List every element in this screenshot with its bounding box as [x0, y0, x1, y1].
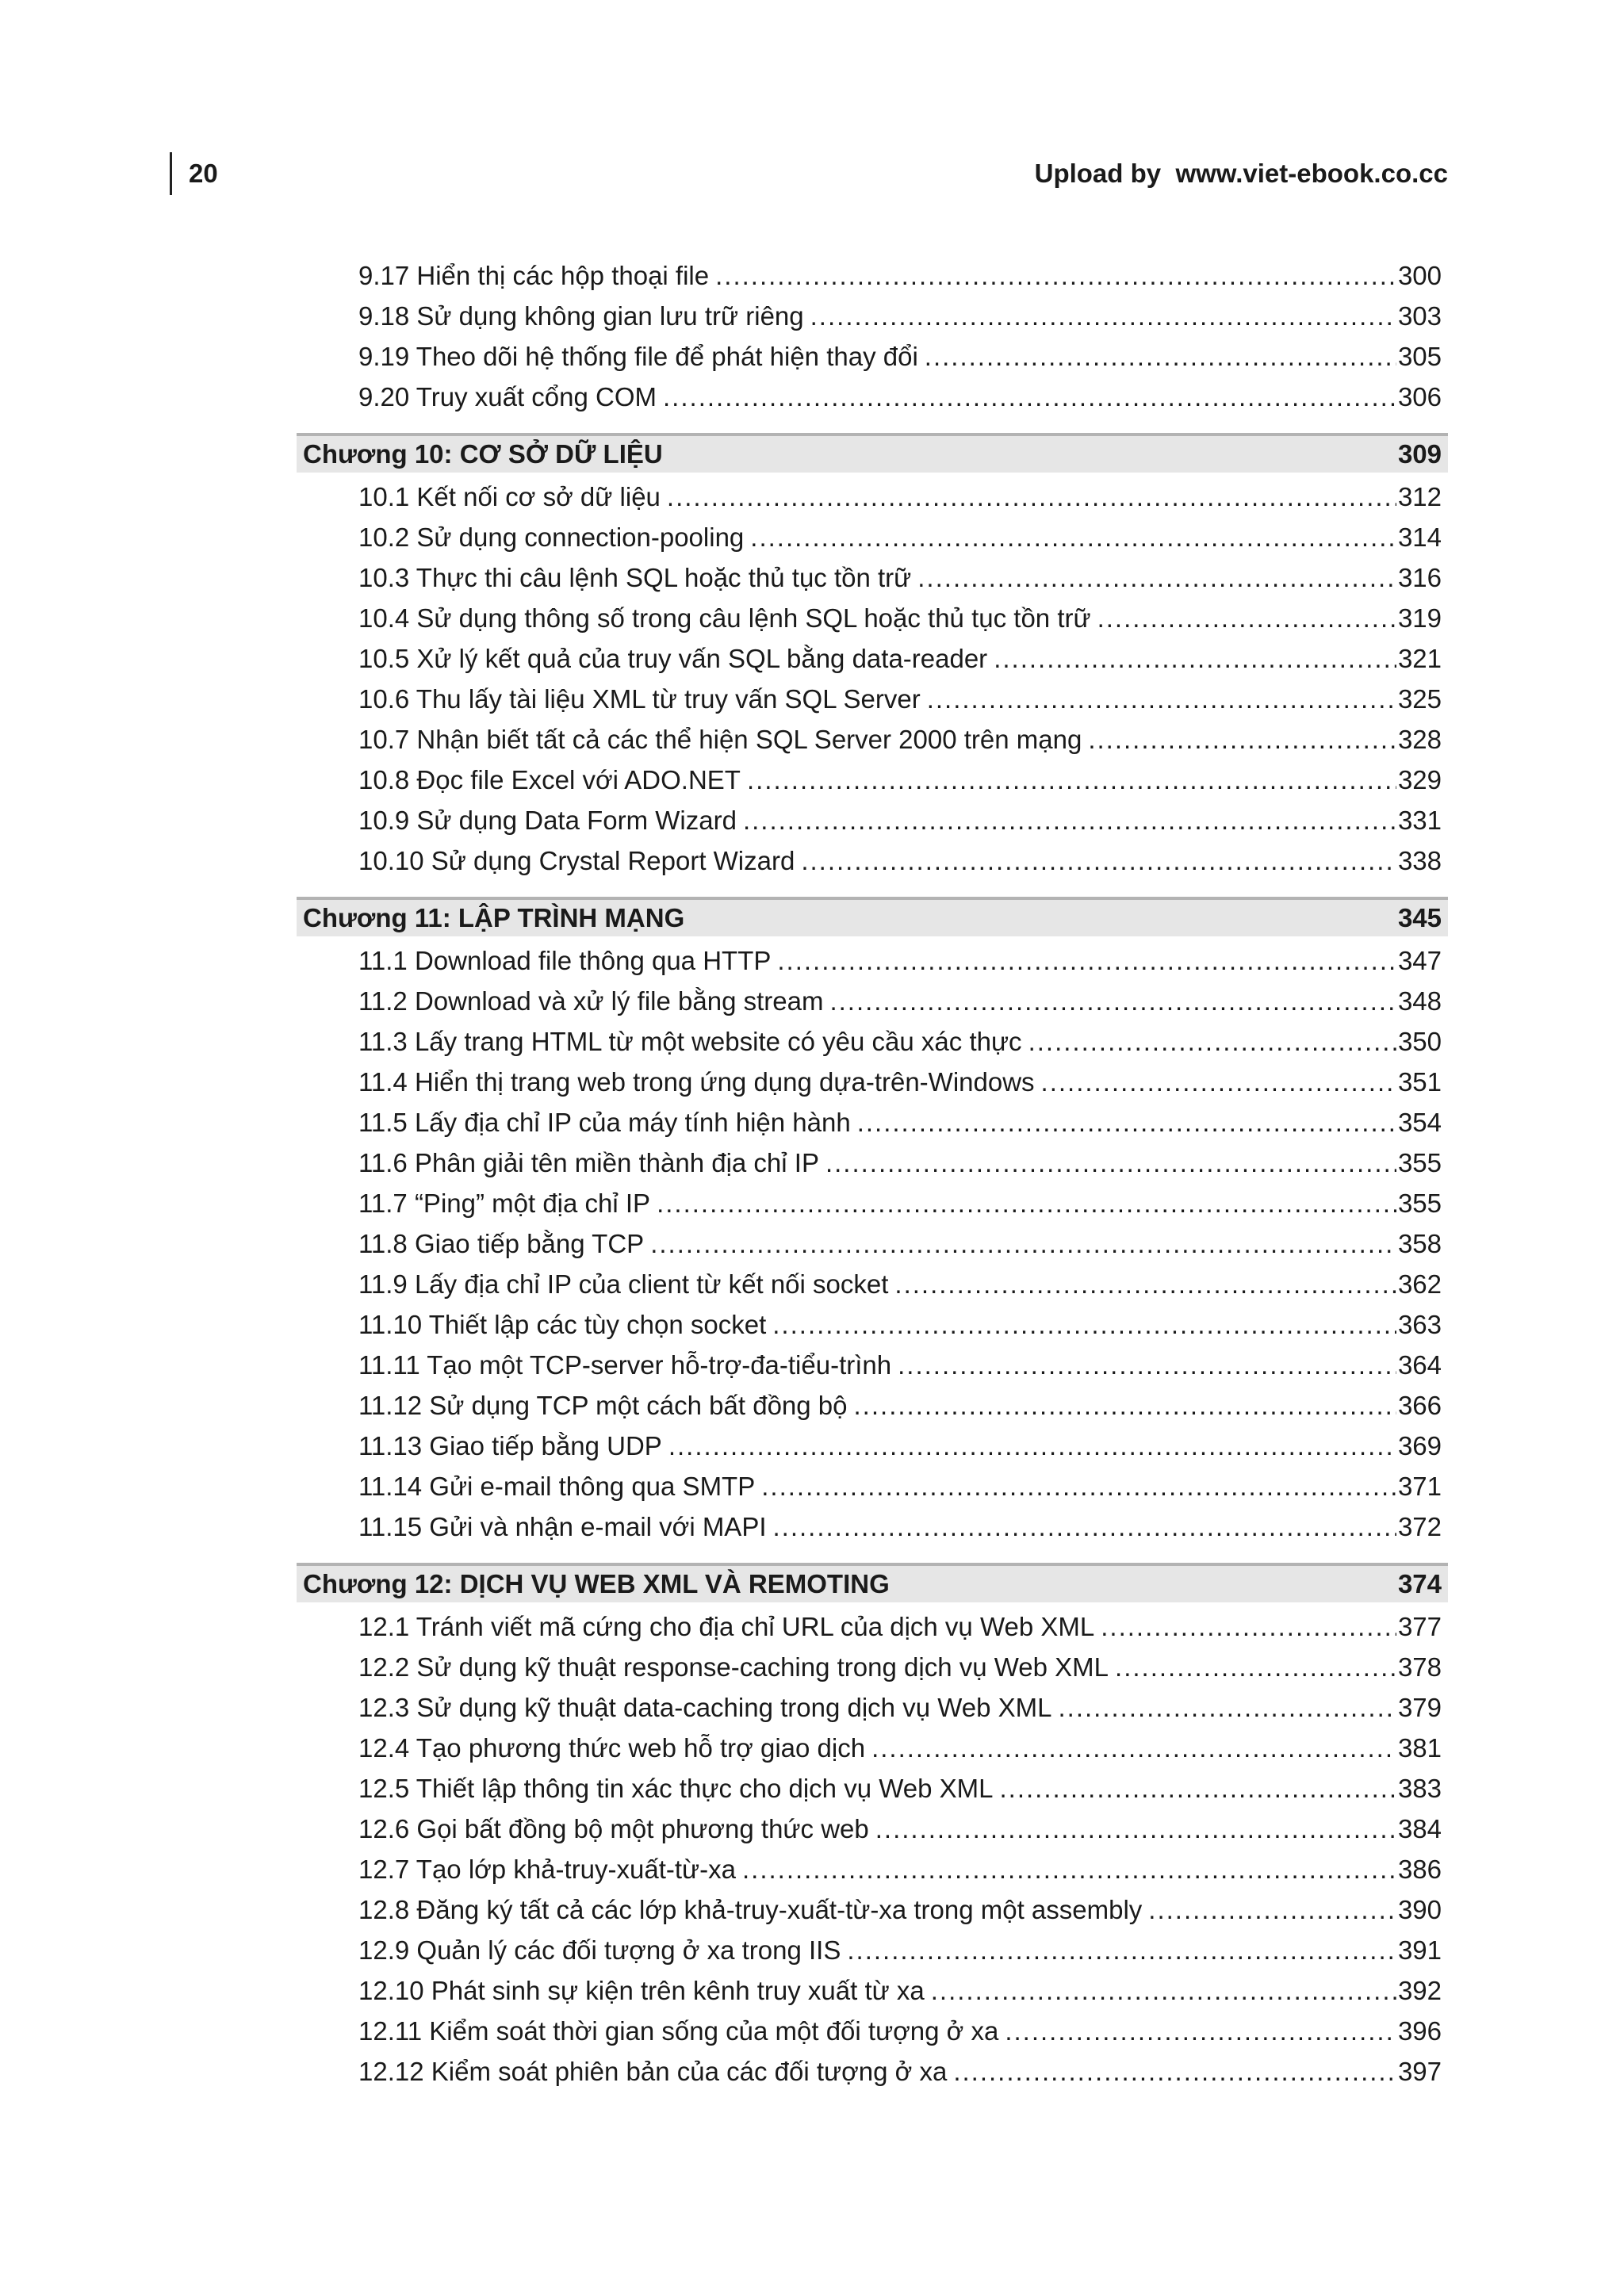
- entry-page-number: 300: [1397, 261, 1442, 290]
- toc-entry: [297, 336, 1448, 377]
- entry-title: 11.6 Phân giải tên miền thành địa chỉ IP: [358, 1148, 819, 1177]
- toc-entry: [297, 981, 1448, 1021]
- entry-page-number: 390: [1397, 1895, 1442, 1924]
- chapter-heading: [297, 897, 1448, 936]
- toc-entry: [297, 1687, 1448, 1728]
- toc-entry: [297, 255, 1448, 296]
- entry-page-number: 366: [1397, 1391, 1442, 1420]
- toc-entry: [297, 1466, 1448, 1506]
- page-number: 20: [189, 159, 218, 188]
- entry-title: 10.3 Thực thi câu lệnh SQL hoặc thủ tục tồn trữ: [358, 563, 912, 592]
- entry-title: 10.9 Sử dụng Data Form Wizard: [358, 806, 737, 835]
- dot-leader: [1088, 719, 1396, 760]
- entry-title: 11.15 Gửi và nhận e-mail với MAPI: [358, 1512, 767, 1541]
- toc-entry: [297, 1385, 1448, 1426]
- dot-leader: [663, 377, 1396, 417]
- dot-leader: [854, 1385, 1396, 1426]
- entry-title: 10.5 Xử lý kết quả của truy vấn SQL bằng data-reader: [358, 644, 988, 673]
- chapter-heading: [297, 1563, 1448, 1602]
- entry-title: 11.4 Hiển thị trang web trong ứng dụng dựa-trên-Windows: [358, 1067, 1035, 1097]
- entry-title: 11.14 Gửi e-mail thông qua SMTP: [358, 1472, 756, 1501]
- entry-title: 11.10 Thiết lập các tùy chọn socket: [358, 1310, 767, 1339]
- entry-title: 12.3 Sử dụng kỹ thuật data-caching trong dịch vụ Web XML: [358, 1693, 1052, 1722]
- toc-entry: [297, 377, 1448, 417]
- entry-page-number: 372: [1397, 1512, 1442, 1541]
- dot-leader: [1005, 2011, 1396, 2051]
- entry-page-number: 305: [1397, 342, 1442, 371]
- toc-entry: [297, 1264, 1448, 1304]
- entry-page-number: 303: [1397, 301, 1442, 331]
- entry-title: 11.1 Download file thông qua HTTP: [358, 946, 772, 975]
- entry-title: 12.1 Tránh viết mã cứng cho địa chỉ URL của dịch vụ Web XML: [358, 1612, 1095, 1641]
- toc-entry: [297, 1647, 1448, 1687]
- chapter-title: Chương 10: CƠ SỞ DỮ LIỆU: [303, 439, 663, 469]
- entry-page-number: 329: [1397, 765, 1442, 794]
- toc-entry: [297, 1849, 1448, 1889]
- dot-leader: [894, 1264, 1396, 1304]
- chapter-page-number: 374: [1397, 1569, 1442, 1598]
- chapter-title: Chương 11: LẬP TRÌNH MẠNG: [303, 903, 685, 932]
- entry-title: 11.13 Giao tiếp bằng UDP: [358, 1431, 662, 1460]
- entry-page-number: 325: [1397, 684, 1442, 714]
- entry-page-number: 381: [1397, 1733, 1442, 1763]
- entry-page-number: 354: [1397, 1108, 1442, 1137]
- dot-leader: [829, 981, 1396, 1021]
- dot-leader: [1097, 598, 1396, 638]
- upload-credit: Upload by www.viet-ebook.co.cc: [1034, 159, 1448, 188]
- toc-entry: [297, 1728, 1448, 1768]
- toc-entry: [297, 1506, 1448, 1547]
- entry-title: 10.6 Thu lấy tài liệu XML từ truy vấn SQL Server: [358, 684, 921, 714]
- dot-leader: [667, 477, 1396, 517]
- entry-page-number: 379: [1397, 1693, 1442, 1722]
- entry-title: 12.8 Đăng ký tất cả các lớp khả-truy-xuất-từ-xa trong một assembly: [358, 1895, 1143, 1924]
- entry-title: 10.4 Sử dụng thông số trong câu lệnh SQL hoặc thủ tục tồn trữ: [358, 603, 1091, 633]
- entry-page-number: 351: [1397, 1067, 1442, 1097]
- entry-page-number: 316: [1397, 563, 1442, 592]
- dot-leader: [931, 1970, 1396, 2011]
- dot-leader: [761, 1466, 1396, 1506]
- dot-leader: [898, 1345, 1396, 1385]
- entry-title: 12.9 Quản lý các đối tượng ở xa trong IIS: [358, 1935, 841, 1965]
- toc-entry: [297, 1970, 1448, 2011]
- entry-page-number: 377: [1397, 1612, 1442, 1641]
- entry-page-number: 371: [1397, 1472, 1442, 1501]
- toc-entry: [297, 1223, 1448, 1264]
- dot-leader: [994, 638, 1396, 679]
- dot-leader: [1059, 1687, 1396, 1728]
- entry-page-number: 397: [1397, 2057, 1442, 2086]
- entry-title: 12.4 Tạo phương thức web hỗ trợ giao dịch: [358, 1733, 866, 1763]
- entry-title: 10.7 Nhận biết tất cả các thể hiện SQL Server 2000 trên mạng: [358, 725, 1082, 754]
- dot-leader: [801, 840, 1396, 881]
- entry-page-number: 321: [1397, 644, 1442, 673]
- dot-leader: [777, 940, 1396, 981]
- toc-entry: [297, 477, 1448, 517]
- entry-title: 10.10 Sử dụng Crystal Report Wizard: [358, 846, 795, 875]
- chapter-heading: [297, 433, 1448, 473]
- toc-entry: [297, 1143, 1448, 1183]
- entry-page-number: 369: [1397, 1431, 1442, 1460]
- dot-leader: [1000, 1768, 1396, 1809]
- dot-leader: [743, 800, 1396, 840]
- entry-page-number: 383: [1397, 1774, 1442, 1803]
- dot-leader: [857, 1102, 1396, 1143]
- dot-leader: [871, 1728, 1396, 1768]
- entry-page-number: 350: [1397, 1027, 1442, 1056]
- chapter-title: Chương 12: DỊCH VỤ WEB XML VÀ REMOTING: [303, 1569, 890, 1598]
- entry-page-number: 355: [1397, 1148, 1442, 1177]
- entry-title: 9.19 Theo dõi hệ thống file để phát hiện thay đổi: [358, 342, 918, 371]
- entry-page-number: 391: [1397, 1935, 1442, 1965]
- toc-entry: [297, 2051, 1448, 2092]
- entry-title: 11.9 Lấy địa chỉ IP của client từ kết nối socket: [358, 1269, 889, 1299]
- toc-entry: [297, 2011, 1448, 2051]
- toc-entry: [297, 517, 1448, 557]
- toc-entry: [297, 1606, 1448, 1647]
- entry-page-number: 347: [1397, 946, 1442, 975]
- dot-leader: [668, 1426, 1396, 1466]
- dot-leader: [953, 2051, 1396, 2092]
- toc-entry: [297, 1768, 1448, 1809]
- toc-entry: [297, 557, 1448, 598]
- toc-entry: [297, 296, 1448, 336]
- entry-title: 11.3 Lấy trang HTML từ một website có yêu cầu xác thực: [358, 1027, 1022, 1056]
- entry-title: 9.20 Truy xuất cổng COM: [358, 382, 657, 412]
- entry-title: 12.5 Thiết lập thông tin xác thực cho dịch vụ Web XML: [358, 1774, 994, 1803]
- entry-title: 12.10 Phát sinh sự kiện trên kênh truy xuất từ xa: [358, 1976, 925, 2005]
- entry-page-number: 312: [1397, 482, 1442, 511]
- dot-leader: [1041, 1062, 1396, 1102]
- dot-leader: [773, 1506, 1396, 1547]
- toc-entry: [297, 1345, 1448, 1385]
- entry-title: 12.11 Kiểm soát thời gian sống của một đối tượng ở xa: [358, 2016, 999, 2046]
- entry-page-number: 384: [1397, 1814, 1442, 1843]
- entry-title: 9.18 Sử dụng không gian lưu trữ riêng: [358, 301, 804, 331]
- table-of-contents: [297, 255, 1448, 2092]
- toc-entry: [297, 840, 1448, 881]
- toc-entry: [297, 679, 1448, 719]
- dot-leader: [825, 1143, 1396, 1183]
- dot-leader: [917, 557, 1396, 598]
- dot-leader: [750, 517, 1396, 557]
- toc-entry: [297, 638, 1448, 679]
- entry-title: 9.17 Hiển thị các hộp thoại file: [358, 261, 710, 290]
- dot-leader: [847, 1930, 1396, 1970]
- entry-title: 12.6 Gọi bất đồng bộ một phương thức web: [358, 1814, 869, 1843]
- entry-page-number: 363: [1397, 1310, 1442, 1339]
- toc-entry: [297, 1304, 1448, 1345]
- dot-leader: [927, 679, 1396, 719]
- entry-title: 11.5 Lấy địa chỉ IP của máy tính hiện hành: [358, 1108, 851, 1137]
- dot-leader: [715, 255, 1396, 296]
- entry-title: 11.2 Download và xử lý file bằng stream: [358, 986, 824, 1016]
- entry-page-number: 362: [1397, 1269, 1442, 1299]
- dot-leader: [742, 1849, 1396, 1889]
- entry-title: 10.1 Kết nối cơ sở dữ liệu: [358, 482, 661, 511]
- toc-entry: [297, 1062, 1448, 1102]
- entry-page-number: 338: [1397, 846, 1442, 875]
- entry-page-number: 386: [1397, 1855, 1442, 1884]
- dot-leader: [1148, 1889, 1396, 1930]
- toc-entry: [297, 1930, 1448, 1970]
- entry-page-number: 392: [1397, 1976, 1442, 2005]
- entry-title: 10.2 Sử dụng connection-pooling: [358, 523, 745, 552]
- toc-entry: [297, 1183, 1448, 1223]
- entry-page-number: 314: [1397, 523, 1442, 552]
- entry-title: 12.7 Tạo lớp khả-truy-xuất-từ-xa: [358, 1855, 736, 1884]
- toc-entry: [297, 940, 1448, 981]
- toc-entry: [297, 1426, 1448, 1466]
- toc-entry: [297, 598, 1448, 638]
- header-rule: [170, 152, 172, 195]
- entry-page-number: 319: [1397, 603, 1442, 633]
- toc-entry: [297, 1102, 1448, 1143]
- entry-title: 10.8 Đọc file Excel với ADO.NET: [358, 765, 741, 794]
- entry-title: 11.7 “Ping” một địa chỉ IP: [358, 1189, 651, 1218]
- entry-page-number: 355: [1397, 1189, 1442, 1218]
- dot-leader: [875, 1809, 1396, 1849]
- entry-title: 11.12 Sử dụng TCP một cách bất đồng bộ: [358, 1391, 848, 1420]
- entry-title: 11.11 Tạo một TCP-server hỗ-trợ-đa-tiểu-trình: [358, 1350, 892, 1380]
- chapter-page-number: 345: [1397, 903, 1442, 932]
- entry-page-number: 358: [1397, 1229, 1442, 1258]
- chapter-page-number: 309: [1397, 439, 1442, 469]
- toc-entry: [297, 760, 1448, 800]
- toc-entry: [297, 1889, 1448, 1930]
- toc-entry: [297, 1021, 1448, 1062]
- entry-page-number: 378: [1397, 1652, 1442, 1682]
- toc-entry: [297, 719, 1448, 760]
- entry-title: 11.8 Giao tiếp bằng TCP: [358, 1229, 645, 1258]
- dot-leader: [747, 760, 1396, 800]
- dot-leader: [772, 1304, 1396, 1345]
- entry-page-number: 364: [1397, 1350, 1442, 1380]
- dot-leader: [657, 1183, 1396, 1223]
- toc-entry: [297, 1809, 1448, 1849]
- dot-leader: [925, 336, 1396, 377]
- entry-page-number: 328: [1397, 725, 1442, 754]
- entry-page-number: 396: [1397, 2016, 1442, 2046]
- dot-leader: [1028, 1021, 1396, 1062]
- entry-page-number: 348: [1397, 986, 1442, 1016]
- entry-title: 12.2 Sử dụng kỹ thuật response-caching trong dịch vụ Web XML: [358, 1652, 1109, 1682]
- dot-leader: [650, 1223, 1396, 1264]
- toc-entry: [297, 800, 1448, 840]
- dot-leader: [1115, 1647, 1396, 1687]
- entry-page-number: 331: [1397, 806, 1442, 835]
- entry-title: 12.12 Kiểm soát phiên bản của các đối tượng ở xa: [358, 2057, 948, 2086]
- dot-leader: [810, 296, 1396, 336]
- entry-page-number: 306: [1397, 382, 1442, 412]
- dot-leader: [1101, 1606, 1396, 1647]
